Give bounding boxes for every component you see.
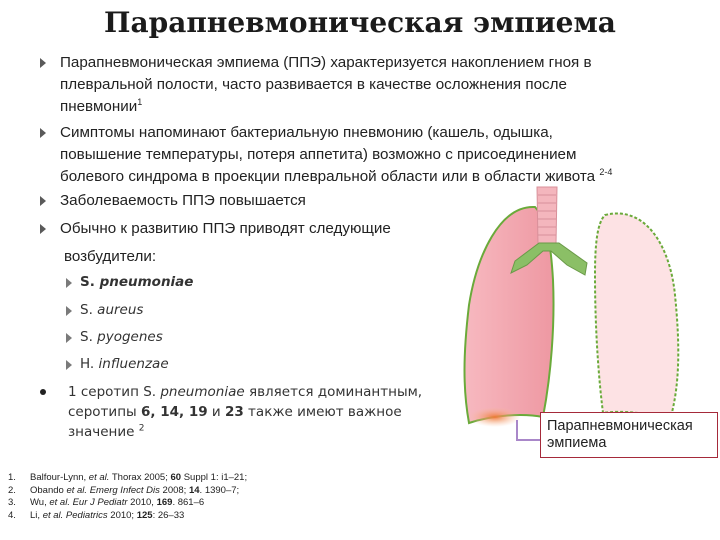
callout-line: Парапневмоническая: [547, 418, 693, 434]
reference-number: 2.: [8, 484, 16, 496]
arrow-bullet-icon: [66, 306, 72, 316]
reference-number: 3.: [8, 497, 16, 509]
lungs-illustration: [455, 185, 715, 435]
reference-item: [8, 510, 247, 523]
note-serotype: 23: [224, 404, 244, 420]
reference-text: : 26–33: [152, 509, 185, 521]
reference-text: Balfour-Lynn,: [30, 472, 89, 483]
trachea: [537, 187, 557, 245]
footnote-marker: 2-4: [599, 166, 613, 177]
reference-italic: et al. Eur J Pediatr: [49, 497, 128, 509]
reference-text: 2008;: [159, 484, 189, 496]
reference-number: 4.: [8, 509, 16, 521]
bullet-line: возбудители:: [64, 248, 157, 265]
reference-volume: 14: [188, 484, 200, 496]
pathogen-species: pneumoniae: [99, 274, 194, 290]
bullet-line: Заболеваемость ППЭ повышается: [60, 192, 306, 209]
note-species: pneumoniae: [160, 384, 245, 400]
reference-volume: 60: [170, 472, 182, 483]
note-serotypes: 6, 14, 19: [140, 404, 208, 420]
reference-text: Obando: [30, 484, 67, 496]
arrow-bullet-icon: [40, 128, 46, 138]
references: [8, 472, 247, 522]
reference-text: . 1390–7;: [199, 484, 240, 496]
note-text: и: [207, 404, 225, 420]
note-text: является доминантным,: [244, 384, 423, 400]
arrow-bullet-icon: [40, 196, 46, 206]
reference-item: [8, 472, 247, 485]
footnote-marker: 1: [137, 96, 143, 107]
note-text: серотипы: [68, 404, 141, 420]
arrow-bullet-icon: [66, 360, 72, 370]
pathogen-genus: S.: [80, 302, 93, 318]
callout-pointer-elbow: [508, 418, 544, 446]
reference-italic: et al. Pediatrics: [42, 509, 108, 521]
reference-text: . 861–6: [172, 497, 205, 509]
dot-bullet-icon: [40, 389, 46, 395]
reference-text: 2010,: [127, 497, 157, 509]
arrow-bullet-icon: [66, 278, 72, 288]
pathogen-species: aureus: [97, 302, 144, 318]
callout-line: эмпиема: [547, 435, 607, 451]
reference-text: 2010;: [107, 509, 137, 521]
bullet-line: повышение температуры, потеря аппетита) возможно с присоединением: [60, 146, 577, 163]
note-text: 1 серотип S.: [68, 384, 161, 400]
reference-text: Wu,: [30, 497, 50, 509]
pathogen-genus: H.: [80, 356, 95, 372]
right-lung: [595, 213, 678, 420]
empyema-callout: [540, 412, 718, 458]
bullet-line: плевральной полости, часто развивается в качестве осложнения после: [60, 76, 567, 93]
reference-text: Li,: [30, 509, 43, 521]
note-text: значение: [68, 424, 135, 440]
arrow-bullet-icon: [66, 333, 72, 343]
arrow-bullet-icon: [40, 58, 46, 68]
reference-number: 1.: [8, 472, 16, 483]
pathogen-genus: S.: [80, 274, 95, 290]
reference-volume: 169: [156, 497, 173, 509]
bullet-line: Обычно к развитию ППЭ приводят следующие: [60, 220, 391, 237]
reference-italic: et al.: [88, 472, 110, 483]
reference-italic: et al. Emerg Infect Dis: [66, 484, 160, 496]
reference-item: [8, 485, 247, 498]
footnote-marker: 2: [138, 423, 145, 434]
bullet-line: болевого синдрома в проекции плевральной области или в области живота: [60, 168, 596, 185]
pathogen-genus: S.: [80, 329, 93, 345]
bullet-line: Симптомы напоминают бактериальную пневмонию (кашель, одышка,: [60, 124, 553, 141]
page-title: Парапневмоническая эмпиема: [104, 6, 616, 39]
pathogen-species: influenzae: [98, 356, 169, 372]
arrow-bullet-icon: [40, 224, 46, 234]
reference-text: Suppl 1: i1–21;: [181, 472, 248, 483]
bullet-line: пневмонии: [60, 98, 138, 115]
note-text: также имеют важное: [243, 404, 402, 420]
pathogen-species: pyogenes: [97, 329, 163, 345]
bullet-line: Парапневмоническая эмпиема (ППЭ) характеризуется накоплением гноя в: [60, 54, 592, 71]
reference-volume: 125: [136, 509, 153, 521]
reference-text: Thorax 2005;: [109, 472, 171, 483]
reference-item: [8, 497, 247, 510]
